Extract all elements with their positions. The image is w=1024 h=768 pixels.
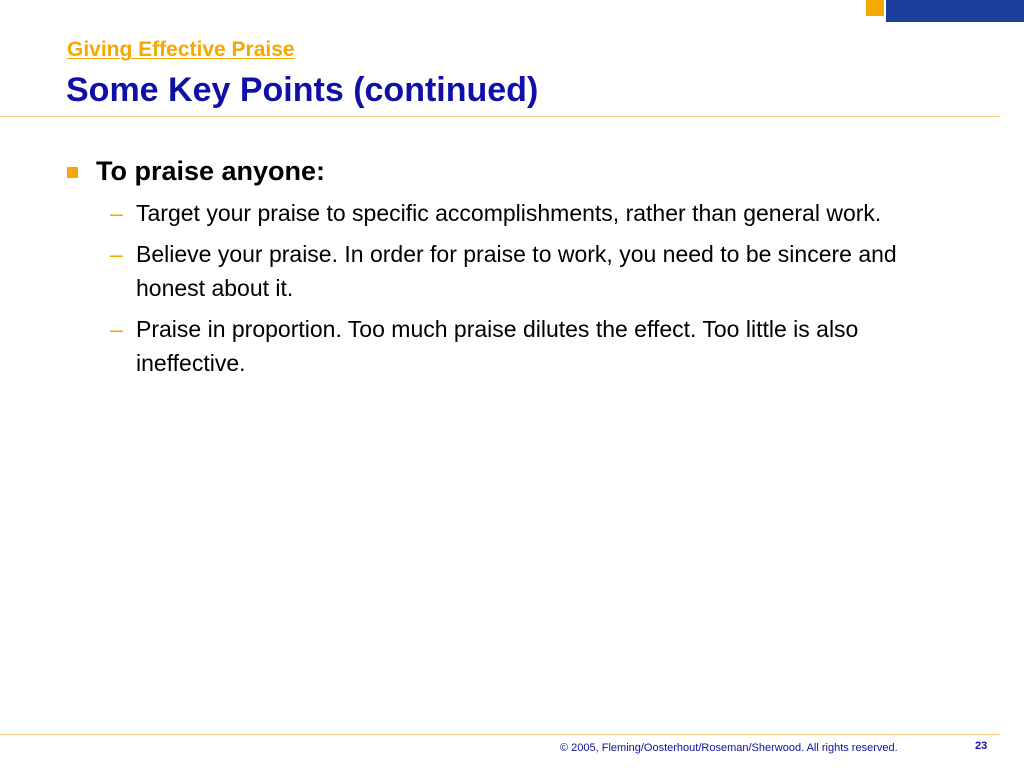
- page-number: 23: [975, 740, 988, 752]
- sub-bullet-item: [110, 312, 966, 380]
- top-divider: [0, 116, 1000, 117]
- corner-blue-bar: [886, 0, 1024, 22]
- slide-subtitle: Giving Effective Praise: [67, 38, 295, 61]
- sub-bullet-item: [110, 237, 966, 305]
- dash-bullet-icon: –: [110, 241, 123, 267]
- dash-bullet-icon: –: [110, 316, 123, 342]
- sub-bullet-list: [110, 196, 980, 387]
- sub-bullet-text: Praise in proportion. Too much praise dilutes the effect. Too little is also ineffective.: [136, 316, 859, 376]
- copyright-footer: © 2005, Fleming/Oosterhout/Roseman/Sherwood. All rights reserved.: [560, 742, 898, 754]
- slide-title: Some Key Points (continued): [66, 71, 539, 109]
- square-bullet-icon: [67, 167, 78, 178]
- bullet-heading: To praise anyone:: [96, 156, 326, 186]
- sub-bullet-item: [110, 196, 966, 230]
- dash-bullet-icon: –: [110, 200, 123, 226]
- corner-orange-block: [866, 0, 884, 16]
- bottom-divider: [0, 734, 1000, 735]
- sub-bullet-text: Believe your praise. In order for praise to work, you need to be sincere and honest about it.: [136, 241, 897, 301]
- sub-bullet-text: Target your praise to specific accomplishments, rather than general work.: [136, 200, 882, 226]
